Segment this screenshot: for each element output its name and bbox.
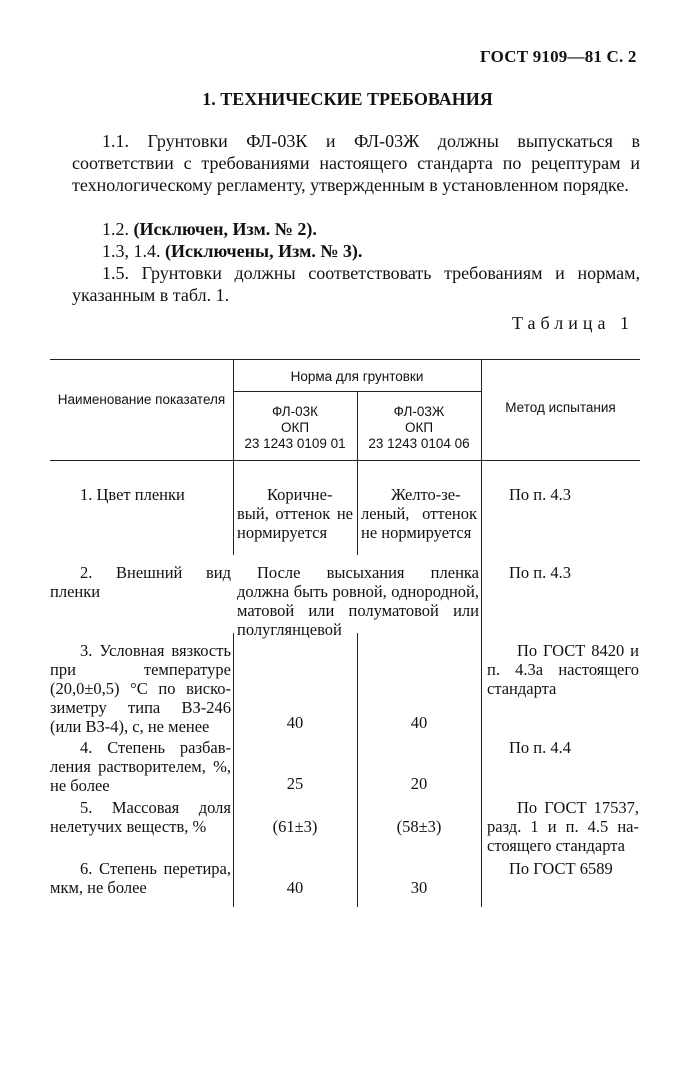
table-row-name: 1. Цвет пленки <box>80 485 185 504</box>
table-cell-fl03k: Коричневый, оттенок не нормируется <box>237 485 353 542</box>
table-cell-fl03zh: 30 <box>410 878 428 897</box>
table-cell-method: По ГОСТ 17537, разд. 1 и п. 4.5 настоящего стандарта <box>487 798 639 855</box>
paragraph-number: 1.3, 1.4. <box>102 241 161 261</box>
table-caption: Таблица 1 <box>512 313 634 333</box>
paragraph-number: 1.2. <box>102 219 129 239</box>
paragraph-1-2 <box>72 218 640 240</box>
column-header-method: Метод испытания <box>505 400 616 415</box>
table-cell-fl03zh: Желто-зеленый, оттенок не нормируется <box>361 485 477 542</box>
header-okp-code: 23 1243 0109 01 <box>244 436 346 451</box>
table-row-name: 5. Массовая доля нелетучих веществ, % <box>50 798 231 836</box>
page-header: ГОСТ 9109—81 С. 2 <box>480 47 637 66</box>
header-okp-code: 23 1243 0104 06 <box>368 436 470 451</box>
column-header-fl03zh <box>357 404 481 452</box>
table-row-name: 4. Степень разбавления растворителем, %, не более <box>50 738 231 795</box>
table-header-bottom-border <box>50 460 640 461</box>
table-row-name: 2. Внешний вид пленки <box>50 563 231 601</box>
table-top-border <box>50 359 640 360</box>
header-product-name: ФЛ-03К <box>271 404 319 419</box>
table-cell-method: По п. 4.3 <box>509 563 571 582</box>
column-header-name: Наименование показателя <box>57 392 226 407</box>
column-header-fl03k <box>233 404 357 452</box>
table-cell-method: По п. 4.4 <box>509 738 571 757</box>
table-cell-fl03k: 40 <box>286 878 304 897</box>
table-cell-fl03zh: 20 <box>410 774 428 793</box>
paragraph-1-5: 1.5. Грунтовки должны соответствовать требованиям и нормам, указанным в табл. 1. <box>72 263 640 305</box>
header-product-name: ФЛ-03Ж <box>393 404 445 419</box>
table-cell-method: По ГОСТ 6589 <box>509 859 613 878</box>
section-title: 1. ТЕХНИЧЕСКИЕ ТРЕБОВАНИЯ <box>202 89 493 109</box>
table-cell-fl03k: 40 <box>286 713 304 732</box>
column-divider <box>481 359 482 907</box>
table-cell-fl03k: (61±3) <box>272 817 318 836</box>
table-row-name: 3. Условная вязкость при температуре (20,0±0,5) °С по вискозиметру типа ВЗ-246 (или ВЗ-4), с, не менее <box>50 641 231 736</box>
paragraph-1-3-1-4 <box>72 240 640 262</box>
column-divider <box>357 633 358 907</box>
paragraph-bold-text: (Исключены, Изм. № 3). <box>165 241 363 261</box>
table-cell-fl03k: 25 <box>286 774 304 793</box>
column-divider <box>233 633 234 907</box>
table-cell-fl03zh: 40 <box>410 713 428 732</box>
paragraph-bold-text: (Исключен, Изм. № 2). <box>133 219 317 239</box>
paragraph-1-1: 1.1. Грунтовки ФЛ-03К и ФЛ-03Ж должны выпускаться в соответствии с требованиями настоящего стандарта по рецептурам и технологическому регламенту, утвержденным в установленном порядке. <box>72 131 640 195</box>
table-cell-fl03zh: (58±3) <box>396 817 442 836</box>
table-cell-method: По ГОСТ 8420 и п. 4.3а настоящего стандарта <box>487 641 639 698</box>
table-cell-method: По п. 4.3 <box>509 485 571 504</box>
table-row-name: 6. Степень перетира, мкм, не более <box>50 859 231 897</box>
table-cell-merged: После высыхания пленка должна быть ровной, однородной, матовой или полуматовой или полуглянцевой <box>237 563 479 639</box>
column-divider <box>233 359 234 555</box>
header-okp-label: ОКП <box>280 420 310 435</box>
header-okp-label: ОКП <box>404 420 434 435</box>
column-header-norm: Норма для грунтовки <box>290 369 424 384</box>
